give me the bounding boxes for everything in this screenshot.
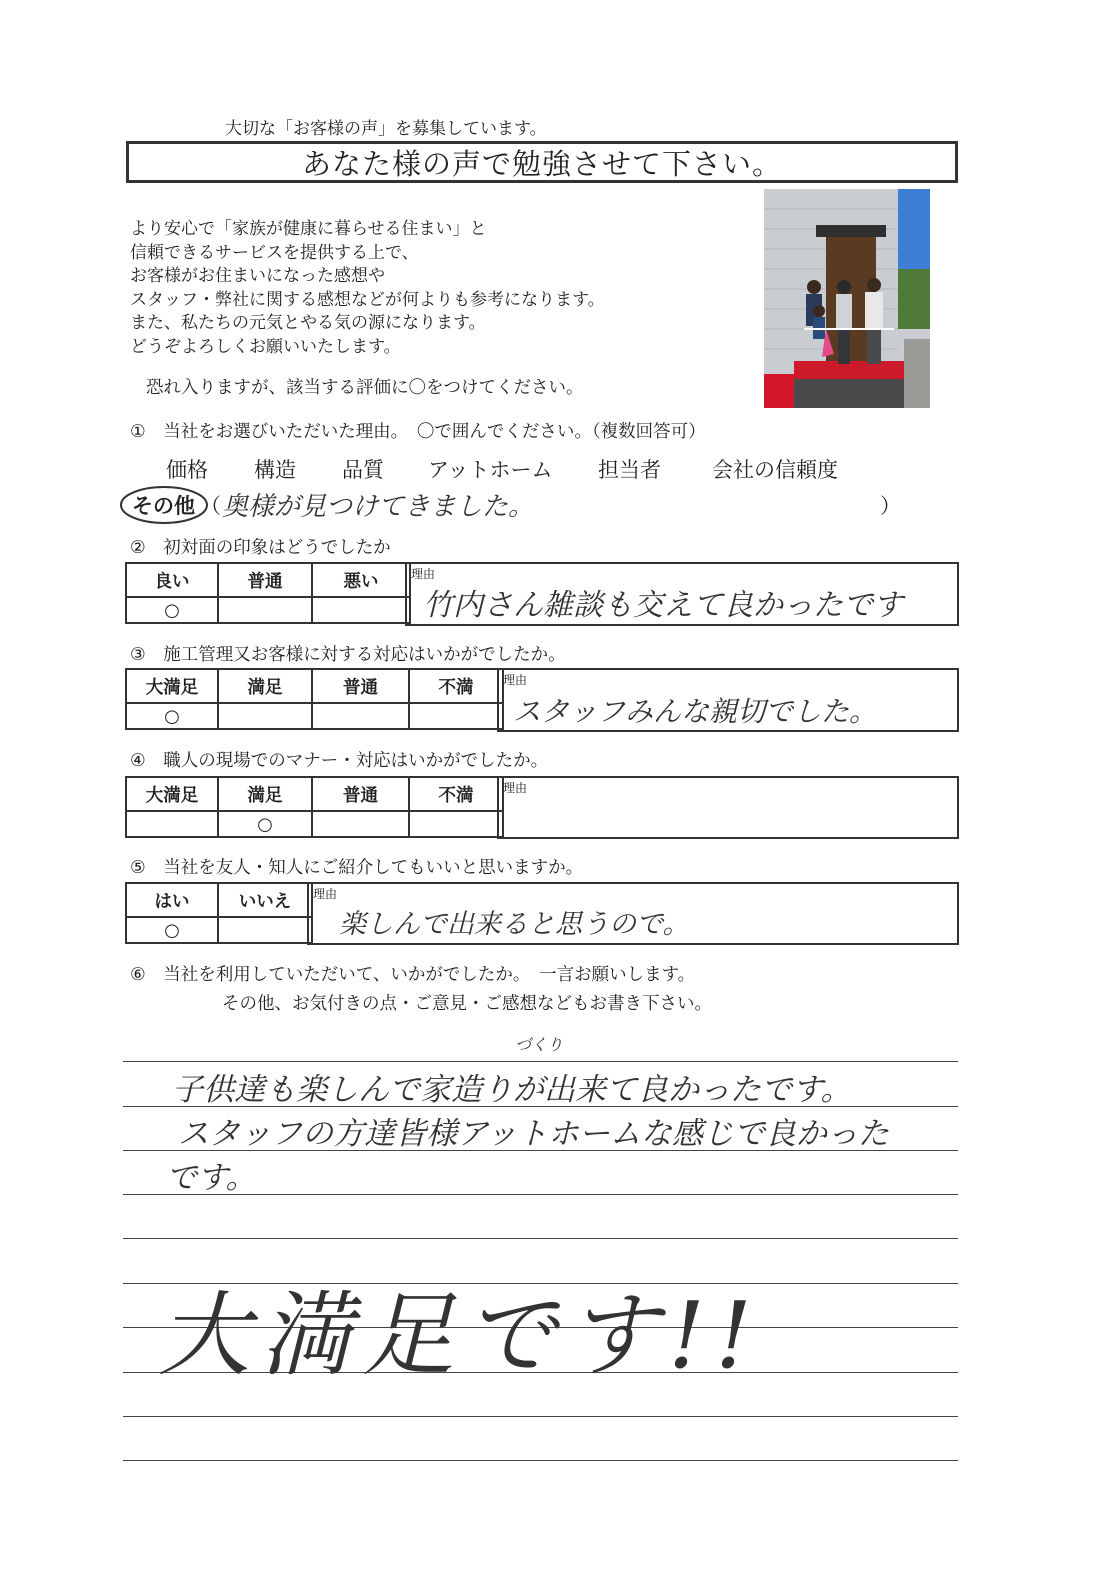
- q3-question: ③ 施工管理又お客様に対する対応はいかがでしたか。: [130, 645, 566, 665]
- choice-reliability[interactable]: 会社の信頼度: [712, 458, 838, 482]
- intro-line: お客様がお住まいになった感想や: [130, 266, 385, 286]
- q3-option-very-satisfied: 大満足: [126, 669, 218, 703]
- q4-reason-label: 理由: [503, 781, 528, 795]
- other-open-paren: （: [200, 494, 221, 518]
- q5-option-no: いいえ: [218, 883, 312, 917]
- q6-question: ⑥ 当社を利用していただいて、いかがでしたか。 一言お願いします。: [130, 965, 696, 985]
- q4-option-satisfied: 満足: [218, 777, 312, 811]
- q4-mark-very-satisfied[interactable]: [126, 811, 218, 837]
- intro-line: また、私たちの元気とやる気の源になります。: [130, 313, 486, 333]
- q6-answer-line[interactable]: スタッフの方達皆様アットホームな感じで良かった: [178, 1116, 889, 1152]
- other-close-paren: ）: [880, 494, 901, 518]
- q1-question: ① 当社をお選びいただいた理由。 〇で囲んでください。（複数回答可）: [130, 422, 706, 442]
- q2-option-good: 良い: [126, 563, 218, 597]
- intro-line: 信頼できるサービスを提供する上で、: [130, 242, 419, 263]
- q3-rating-table: [125, 668, 504, 730]
- q2-reason-box[interactable]: [405, 562, 959, 626]
- q2-mark-good[interactable]: ○: [126, 597, 218, 623]
- instruction-text: 恐れ入りますが、該当する評価に〇をつけてください。: [146, 378, 584, 398]
- q3-option-dissatisfied: 不満: [409, 669, 503, 703]
- choice-at-home[interactable]: アットホーム: [428, 458, 553, 482]
- q2-reason-answer: 竹内さん雑談も交えて良かったです: [423, 588, 903, 623]
- q2-question: ② 初対面の印象はどうでしたか: [130, 538, 391, 558]
- q3-reason-box[interactable]: [497, 668, 959, 732]
- q5-mark-no[interactable]: [218, 917, 312, 943]
- page-title-text: あなた様の声で勉強させて下さい。: [301, 146, 782, 181]
- choice-staff[interactable]: 担当者: [598, 458, 661, 482]
- family-photo-icon: [764, 189, 930, 408]
- q4-option-very-satisfied: 大満足: [126, 777, 218, 811]
- q1-choices: [166, 454, 838, 484]
- choice-quality[interactable]: 品質: [342, 458, 384, 482]
- answer-line: [123, 1238, 958, 1239]
- intro-heading: 大切な「お客様の声」を募集しています。: [225, 119, 547, 139]
- q2-option-normal: 普通: [218, 563, 312, 597]
- answer-line: [123, 1061, 958, 1062]
- q5-rating-table: [125, 882, 313, 944]
- q3-option-normal: 普通: [312, 669, 409, 703]
- other-label[interactable]: その他: [132, 494, 195, 518]
- q5-reason-box[interactable]: [307, 882, 959, 945]
- q2-mark-bad[interactable]: [312, 597, 410, 623]
- q3-mark-normal[interactable]: [312, 703, 409, 729]
- q3-mark-very-satisfied[interactable]: ○: [126, 703, 218, 729]
- intro-line: より安心で「家族が健康に暮らせる住まい」と: [130, 219, 487, 239]
- q3-mark-dissatisfied[interactable]: [409, 703, 503, 729]
- q2-option-bad: 悪い: [312, 563, 410, 597]
- choice-price[interactable]: 価格: [166, 458, 208, 482]
- q4-rating-table: [125, 776, 504, 838]
- intro-paragraph: [130, 218, 605, 359]
- q5-reason-answer: 楽しんで出来ると思うので。: [339, 909, 690, 940]
- q4-question: ④ 職人の現場でのマナー・対応はいかがでしたか。: [130, 751, 549, 771]
- intro-line: スタッフ・弊社に関する感想などが何よりも参考になります。: [130, 289, 605, 310]
- q5-reason-label: 理由: [313, 887, 338, 901]
- q5-mark-yes[interactable]: ○: [126, 917, 218, 943]
- intro-line: どうぞよろしくお願いいたします。: [130, 336, 401, 357]
- q2-reason-label: 理由: [411, 567, 436, 581]
- q4-option-dissatisfied: 不満: [409, 777, 503, 811]
- q5-option-yes: はい: [126, 883, 218, 917]
- q4-mark-satisfied[interactable]: ○: [218, 811, 312, 837]
- q2-rating-table: [125, 562, 411, 624]
- q6-big-answer[interactable]: 大満足です!!: [158, 1282, 762, 1389]
- answer-line: [123, 1460, 958, 1461]
- q3-reason-answer: スタッフみんな親切でした。: [513, 695, 878, 728]
- q4-mark-normal[interactable]: [312, 811, 409, 837]
- q6-annotation: づくり: [515, 1035, 564, 1054]
- other-answer[interactable]: 奥様が見つけてきました。: [222, 492, 535, 522]
- q3-reason-label: 理由: [503, 673, 528, 687]
- q4-option-normal: 普通: [312, 777, 409, 811]
- q2-mark-normal[interactable]: [218, 597, 312, 623]
- q6-answer-line[interactable]: です。: [166, 1160, 257, 1196]
- q3-mark-satisfied[interactable]: [218, 703, 312, 729]
- page-title: [126, 141, 958, 183]
- q4-mark-dissatisfied[interactable]: [409, 811, 503, 837]
- q6-answer-line[interactable]: 子供達も楽しんで家造りが出来て良かったです。: [172, 1072, 852, 1108]
- q3-option-satisfied: 満足: [218, 669, 312, 703]
- q6-question-sub: その他、お気付きの点・ご意見・ご感想などもお書き下さい。: [222, 994, 712, 1014]
- q4-reason-box[interactable]: [497, 776, 959, 839]
- q5-question: ⑤ 当社を友人・知人にご紹介してもいいと思いますか。: [130, 858, 584, 878]
- choice-structure[interactable]: 構造: [254, 458, 296, 482]
- answer-line: [123, 1416, 958, 1417]
